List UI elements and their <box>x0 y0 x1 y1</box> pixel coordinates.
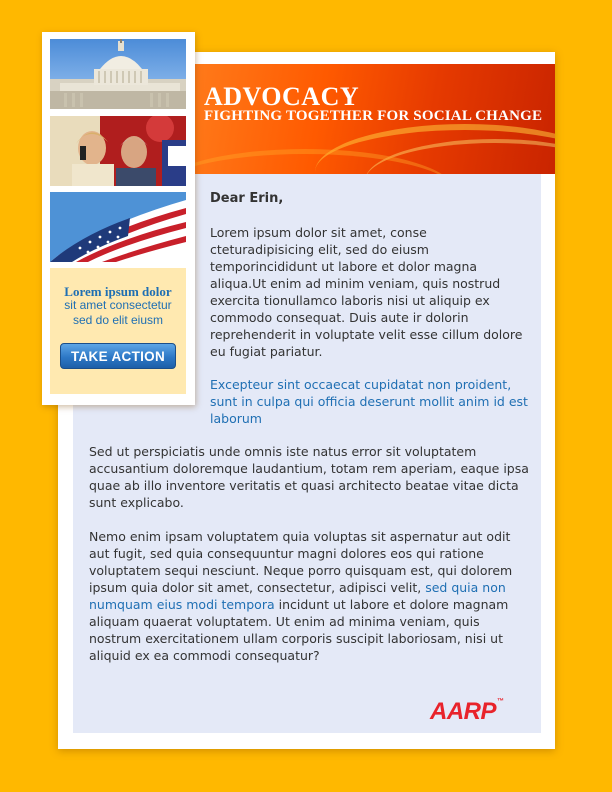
promo-line: sit amet consectetur <box>64 298 172 312</box>
aarp-logo <box>430 698 504 726</box>
promo-line: sed do elit eiusm <box>72 313 164 327</box>
body-paragraph-3: Sed ut perspiciatis unde omnis iste natus error sit voluptatem accusantium doloremque laudantium, totam rem aperiam, eaque ipsa quae ab illo inventore veritatis et quasi architecto beatae vitae dicta sunt explicabo. <box>89 444 529 510</box>
advocacy-banner <box>195 64 555 174</box>
capitol-icon <box>50 39 186 109</box>
body-paragraph-1: Lorem ipsum dolor sit amet, conse cteturadipisicing elit, sed do eiusm temporincididunt ut labore et dolor magna aliqua.Ut enim ad minim veniam, quis nostrud exercita tionullamco laboris nisi ut aliquip ex commodo consequat. Duis aute ir dolorin reprehenderit in voluptate velit esse cillum dolore eu fugiat pariatur. <box>210 225 523 359</box>
paragraph-text: Nemo enim ipsam voluptatem quia voluptas sit aspernatur aut odit aut fugit, sed quia consequuntur magni dolores eos qui ratione voluptatem sequi nesciunt. Neque porro quisquam est, qui dolorem ipsum quia dolor sit amet, consectetur, adipisci velit, <box>89 529 513 595</box>
inline-link[interactable]: sed quia non numquam eius modi tempora <box>89 580 506 612</box>
people-icon <box>50 116 186 186</box>
banner-subtitle: FIGHTING TOGETHER FOR SOCIAL CHANGE <box>204 108 543 124</box>
take-action-button[interactable]: TAKE ACTION <box>60 343 176 369</box>
greeting: Dear Erin, <box>210 191 284 206</box>
promo-box <box>50 268 186 394</box>
paragraph-text: incidunt ut labore et dolore magnam aliquam quaerat voluptatem. Ut enim ad minima veniam, quis nostrum exercitationem ullam corporis suscipit laboriosam, nisi ut aliquid ex ea commodi consequatur? <box>89 597 509 663</box>
highlight-paragraph: Excepteur sint occaecat cupidatat non proident, sunt in culpa qui officia deserunt mollit anim id est laborum <box>210 377 528 426</box>
body-paragraph-4 <box>89 528 534 664</box>
couple-on-phone-photo <box>50 116 186 186</box>
capitol-building-photo <box>50 39 186 109</box>
trademark-mark: ™ <box>497 698 504 705</box>
promo-heading: Lorem ipsum dolor <box>64 284 172 299</box>
promo-text <box>50 298 186 328</box>
banner-title: ADVOCACY <box>204 82 360 111</box>
flag-icon <box>50 192 186 262</box>
american-flag-photo <box>50 192 186 262</box>
logo-text: AARP <box>430 698 497 725</box>
